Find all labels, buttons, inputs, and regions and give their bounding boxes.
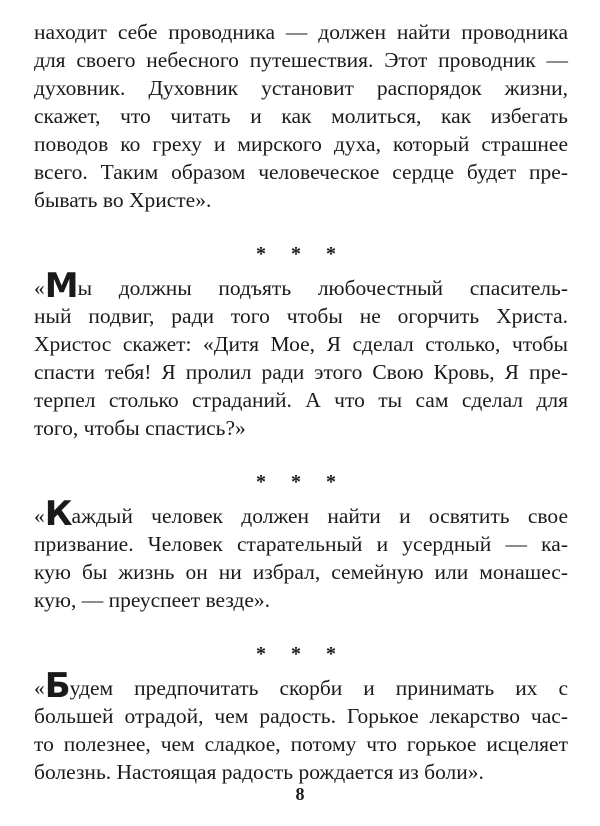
drop-cap: Б <box>44 666 70 706</box>
text-line: спасти тебя! Я пролил ради этого Свою Кровь, Я пре- <box>34 360 568 384</box>
page-body <box>34 18 568 786</box>
first-line-text: ы должны подъять любочестный спаситель- <box>77 276 568 300</box>
drop-cap: М <box>44 266 78 306</box>
text-line: духовник. Духовник установит распорядок жизни, <box>34 76 568 100</box>
text-line: болезнь. Настоящая радость рождается из боли». <box>34 760 484 784</box>
text-line: поводов ко греху и мирского духа, который страшнее <box>34 132 568 156</box>
first-line-text: удем предпочитать скорби и принимать их с <box>69 676 568 700</box>
section-separator: * * * <box>256 243 346 265</box>
paragraph-3 <box>34 494 568 614</box>
first-line <box>34 494 568 534</box>
paragraph-4 <box>34 666 568 786</box>
text-line: Христос скажет: «Дитя Мое, Я сделал столько, чтобы <box>34 332 568 356</box>
paragraph-2 <box>34 266 568 442</box>
text-line: скажет, что читать и как молиться, как избегать <box>34 104 568 128</box>
text-line: терпел столько страданий. А что ты сам сделал для <box>34 388 568 412</box>
text-line: то полезнее, чем сладкое, потому что горькое исцеляет <box>34 732 568 756</box>
text-line: большей отрадой, чем радость. Горькое лекарство час- <box>34 704 568 728</box>
section-separator: * * * <box>256 643 346 665</box>
text-line: всего. Таким образом человеческое сердце будет пре- <box>34 160 568 184</box>
section-separator: * * * <box>256 471 346 493</box>
first-line <box>34 666 568 706</box>
open-quote: « <box>34 676 45 700</box>
text-line: для своего небесного путешествия. Этот проводник — <box>34 48 568 72</box>
text-line: кую бы жизнь он ни избрал, семейную или монашес- <box>34 560 568 584</box>
text-line: бывать во Христе». <box>34 188 212 212</box>
text-line: призвание. Человек старательный и усердный — ка- <box>34 532 568 556</box>
text-line: того, чтобы спастись?» <box>34 416 246 440</box>
paragraph-1 <box>34 18 568 214</box>
first-line-text: аждый человек должен найти и освятить свое <box>71 504 568 528</box>
text-line: кую, — преуспеет везде». <box>34 588 271 612</box>
drop-cap: К <box>44 494 72 534</box>
open-quote: « <box>34 504 45 528</box>
open-quote: « <box>34 276 45 300</box>
first-line <box>34 266 568 306</box>
page-number: 8 <box>295 784 305 804</box>
text-line: ный подвиг, ради того чтобы не огорчить Христа. <box>34 304 568 328</box>
text-line: находит себе проводника — должен найти проводника <box>34 20 568 44</box>
